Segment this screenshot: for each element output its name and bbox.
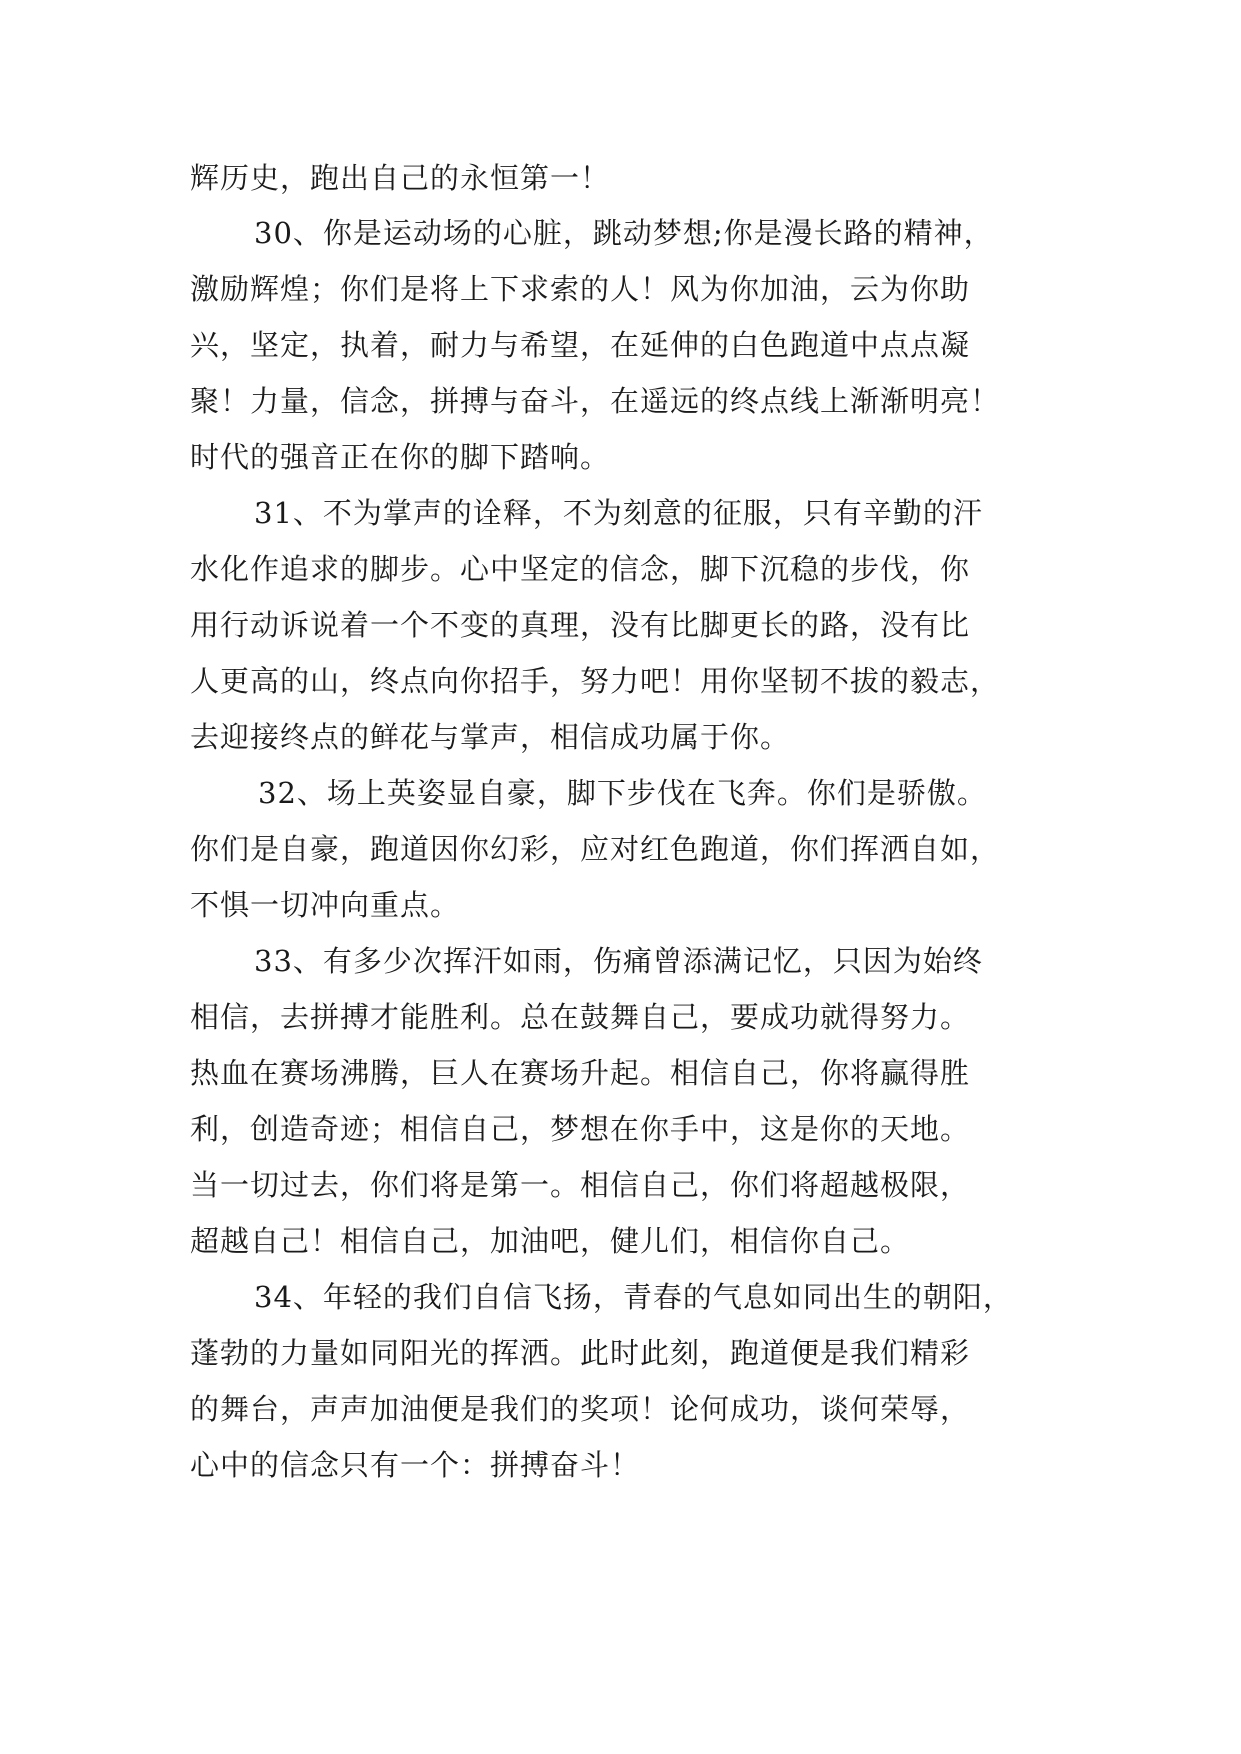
text-line: 人更高的山，终点向你招手，努力吧！用你坚韧不拔的毅志， xyxy=(190,664,1001,698)
text-line: 水化作追求的脚步。心中坚定的信念，脚下沉稳的步伐，你 xyxy=(190,552,971,586)
text-line: 兴，坚定，执着，耐力与希望，在延伸的白色跑道中点点凝 xyxy=(190,328,971,362)
text-line: 用行动诉说着一个不变的真理，没有比脚更长的路，没有比 xyxy=(190,608,971,642)
paragraph-34-start: 34、年轻的我们自信飞扬，青春的气息如同出生的朝阳， xyxy=(254,1280,1013,1314)
text-line: 聚！力量，信念，拼搏与奋斗，在遥远的终点线上渐渐明亮！ xyxy=(190,384,1001,418)
text-line: 激励辉煌；你们是将上下求索的人！风为你加油，云为你助 xyxy=(190,272,971,306)
paragraph-33-start: 33、有多少次挥汗如雨，伤痛曾添满记忆，只因为始终 xyxy=(254,944,983,978)
text-line: 超越自己！相信自己，加油吧，健儿们，相信你自己。 xyxy=(190,1224,911,1258)
text-line: 时代的强音正在你的脚下踏响。 xyxy=(190,440,611,474)
text-line: 去迎接终点的鲜花与掌声，相信成功属于你。 xyxy=(190,720,791,754)
text-line: 当一切过去，你们将是第一。相信自己，你们将超越极限， xyxy=(190,1168,971,1202)
text-line: 心中的信念只有一个：拼搏奋斗！ xyxy=(190,1448,641,1482)
text-line: 你们是自豪，跑道因你幻彩，应对红色跑道，你们挥洒自如， xyxy=(190,832,1001,866)
text-line: 蓬勃的力量如同阳光的挥洒。此时此刻，跑道便是我们精彩 xyxy=(190,1336,971,1370)
text-line: 利，创造奇迹；相信自己，梦想在你手中，这是你的天地。 xyxy=(190,1112,971,1146)
paragraph-31-start: 31、不为掌声的诠释，不为刻意的征服，只有辛勤的汗 xyxy=(254,496,983,530)
text-line: 不惧一切冲向重点。 xyxy=(190,888,461,922)
paragraph-30-start: 30、你是运动场的心脏，跳动梦想;你是漫长路的精神， xyxy=(254,216,994,250)
text-line: 热血在赛场沸腾，巨人在赛场升起。相信自己，你将赢得胜 xyxy=(190,1056,971,1090)
text-line: 相信，去拼搏才能胜利。总在鼓舞自己，要成功就得努力。 xyxy=(190,1000,971,1034)
text-line: 的舞台，声声加油便是我们的奖项！论何成功，谈何荣辱， xyxy=(190,1392,971,1426)
text-line: 辉历史，跑出自己的永恒第一！ xyxy=(190,161,611,195)
paragraph-32-start: 32、场上英姿显自豪，脚下步伐在飞奔。你们是骄傲。 xyxy=(258,776,987,810)
